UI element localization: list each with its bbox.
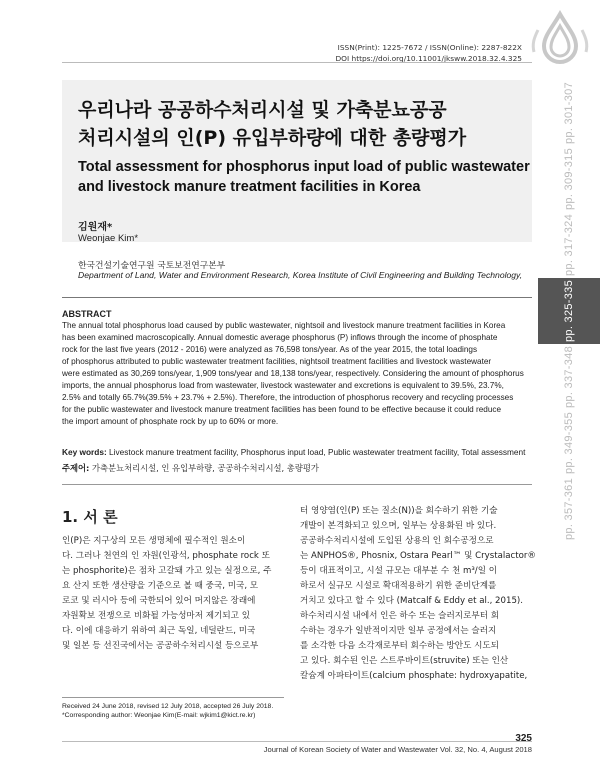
page-number: 325 (515, 733, 532, 744)
page-tab-active[interactable]: pp. 325-335 (538, 278, 600, 344)
received-dates: Received 24 June 2018, revised 12 July 2018, accepted 26 July 2018. (62, 703, 274, 710)
author-english: Weonjae Kim* (78, 233, 139, 244)
page-tab[interactable]: pp. 301-307 (563, 81, 575, 145)
keywords-english (62, 447, 525, 457)
body-column-right (300, 504, 536, 684)
body-line: 및 일본 등 선진국에서는 공공하수처리시설 등으로부 (62, 641, 259, 651)
issn-block (335, 42, 522, 64)
keywords-kr-text: 가축분뇨처리시설, 인 유입부하량, 공공하수처리시설, 총량평가 (92, 463, 319, 473)
body-line: 하수처리시설 내에서 인은 하수 또는 슬러지로부터 회 (300, 611, 500, 621)
abstract-line: were estimated as 30,269 tons/year, 1,909 tons/year and 18,138 tons/year, respectively. Considering the amount of phosphorus (62, 369, 524, 378)
body-line: 하로서 실규모 시설로 확대적용하기 위한 준비단계를 (300, 581, 497, 591)
body-column-left (62, 534, 284, 654)
page-tab[interactable]: pp. 337-348 (563, 345, 575, 409)
body-line: 거치고 있다고 할 수 있다 (Matcalf & Eddy et al., 2015). (300, 596, 523, 606)
body-line: 는 phosphorite)은 점차 고갈돼 가고 있는 실정으로, 주 (62, 566, 272, 576)
abstract-line: for the public wastewater and livestock manure treatment facilities has been found to be effective because it could reduce (62, 405, 502, 414)
keywords-kr-label: 주제어: (62, 463, 90, 473)
body-line: 인(P)은 지구상의 모든 생명체에 필수적인 원소이 (62, 536, 246, 546)
abstract-line: has been examined macroscopically. Annual domestic average phosphorus (P) inflows through the income of phosphate (62, 333, 498, 342)
body-line: 터 영양염(인(P) 또는 질소(N))을 회수하기 위한 기술 (300, 506, 498, 516)
header-divider (62, 62, 532, 63)
body-line: 칼슘계 아파타이트(calcium phosphate: hydroxyapatite, (300, 671, 528, 681)
abstract-line: imports, the annual phosphorus load from wastewater, livestock wastewater and excretions is equivalent to 39.5%, 23.7%, (62, 381, 504, 390)
abstract-body (62, 320, 532, 428)
body-line: 요 산지 또한 생산량을 기준으로 볼 때 중국, 미국, 모 (62, 581, 259, 591)
abstract-divider (62, 297, 532, 298)
doi-link[interactable]: DOI https://doi.org/10.11001/jksww.2018.32.4.325 (335, 54, 522, 63)
body-line: 등이 대표적이고, 시설 규모는 대부분 수 천 m³/일 이 (300, 566, 498, 576)
body-line: 자원확보 전쟁으로 비화될 가능성마저 제기되고 있 (62, 611, 250, 621)
body-line: 다. 이에 대응하기 위하여 최근 독일, 네덜란드, 미국 (62, 626, 256, 636)
keywords-label: Key words: (62, 447, 107, 457)
issn-text: ISSN(Print): 1225-7672 / ISSN(Online): 2287-822X (337, 43, 522, 52)
page-tab[interactable]: pp. 309-315 (563, 147, 575, 211)
corresponding-author: *Corresponding author: Weonjae Kim(E-mail: wjkim1@kict.re.kr) (62, 712, 256, 719)
body-line: 를 소각한 다음 소각재로부터 회수하는 방안도 시도되 (300, 641, 500, 651)
abstract-line: the import amount of phosphate rock by up to 60% or more. (62, 417, 279, 426)
page-tab[interactable]: pp. 357-361 (563, 477, 575, 541)
body-line: 수하는 경우가 일반적이지만 일부 공정에서는 슬러지 (300, 626, 497, 636)
korean-title: 우리나라 공공하수처리시설 및 가축분뇨공공 처리시설의 인(P) 유입부하량에 대한 총량평가 (78, 99, 467, 149)
author-korean: 김원재* (78, 222, 113, 233)
body-divider (62, 484, 532, 485)
keywords-text: Livestock manure treatment facility, Phosphorus input load, Public wastewater treatment facility, Total assessment (109, 447, 526, 457)
english-title: Total assessment for phosphorus input load of public wastewater and livestock manure treatment facilities in Korea (78, 159, 530, 195)
body-line: 로코 및 러시아 등에 국한되어 있어 머지않은 장래에 (62, 596, 256, 606)
body-line: 공공하수처리시설에 도입된 상용의 인 회수공정으로 (300, 536, 494, 546)
body-line: 고 있다. 회수된 인은 스트루바이트(struvite) 또는 인산 (300, 656, 509, 666)
page-tab[interactable]: pp. 349-355 (563, 411, 575, 475)
journal-logo-icon (530, 10, 590, 66)
abstract-line: of phosphorus attributed to public wastewater treatment facilities, nightsoil treatment facilities and livestock wastewater (62, 357, 492, 366)
footnote (62, 702, 273, 720)
page-tab[interactable]: pp. 317-324 (563, 213, 575, 277)
abstract-line: 2.5% and totally 65.7%(39.5% + 23.7% + 2.5%). Therefore, the introduction of phosphorus recovery and recycling processes (62, 393, 514, 402)
abstract-line: rock for the last five years (2012 - 2016) were analyzed as 76,598 tons/year. As of the year 2015, the total loadings (62, 345, 478, 354)
abstract-heading: ABSTRACT (62, 309, 112, 319)
affiliation-korean: 한국건설기술연구원 국토보전연구본부 (78, 261, 226, 271)
affiliation-english: Department of Land, Water and Environment Research, Korea Institute of Civil Engineering and Building Technology, (78, 270, 523, 280)
journal-citation: Journal of Korean Society of Water and Wastewater Vol. 32, No. 4, August 2018 (263, 745, 532, 754)
body-line: 다. 그러나 천연의 인 자원(인광석, phosphate rock 또 (62, 551, 270, 561)
body-line: 는 ANPHOS®, Phosnix, Ostara Pearl™ 및 Crystalactor® (300, 551, 536, 561)
page-range-tabs (538, 80, 600, 542)
footnote-divider (62, 697, 284, 698)
footer-divider (62, 741, 532, 742)
body-line: 개발이 본격화되고 있으며, 일부는 상용화된 바 있다. (300, 521, 497, 531)
abstract-line: The annual total phosphorus load caused by public wastewater, nightsoil and livestock manure treatment facilities in Korea (62, 321, 506, 330)
keywords-korean (62, 462, 319, 474)
section-heading: 1. 서 론 (62, 508, 118, 526)
